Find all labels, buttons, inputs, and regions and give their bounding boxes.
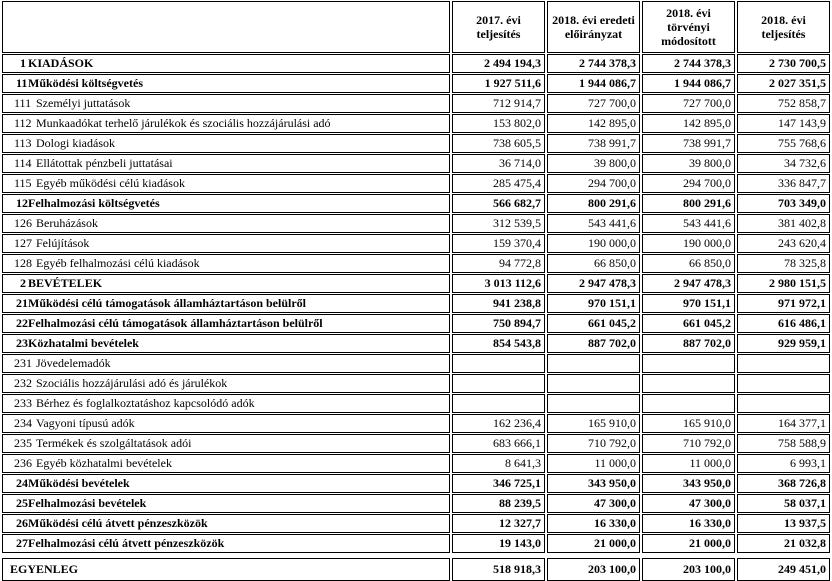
value-cell-2018-modositott: 142 895,0 [642, 114, 735, 133]
value-cell-2018-modositott: 66 850,0 [642, 254, 735, 273]
row-label: Munkaadókat terhelő járulékok és szociális hozzájárulási adó [36, 116, 331, 130]
value-cell-2018-teljesites: 2 730 700,5 [737, 54, 830, 73]
value-cell-2018-eredeti: 543 441,6 [547, 214, 640, 233]
value-cell-2017-teljesites: 738 605,5 [452, 134, 545, 153]
row-code: 233 [14, 396, 32, 410]
row-label-cell [2, 194, 450, 213]
balance-value-2018-teljesites: 249 451,0 [737, 558, 830, 581]
table-row [2, 114, 830, 133]
row-label-cell [2, 514, 450, 533]
value-cell-2018-eredeti: 47 300,0 [547, 494, 640, 513]
value-cell-2018-eredeti: 343 950,0 [547, 474, 640, 493]
row-label-cell [2, 414, 450, 433]
value-cell-2018-teljesites: 929 959,1 [737, 334, 830, 353]
balance-label: EGYENLEG [2, 558, 450, 581]
row-code: 21 [16, 296, 28, 310]
row-label: Bérhez és foglalkoztatáshoz kapcsolódó adók [36, 396, 255, 410]
value-cell-2018-teljesites: 58 037,1 [737, 494, 830, 513]
row-label: Vagyoni típusú adók [36, 416, 135, 430]
value-cell-2017-teljesites: 712 914,7 [452, 94, 545, 113]
row-code: 2 [20, 276, 26, 290]
row-label-cell [2, 434, 450, 453]
value-cell-2017-teljesites: 94 772,8 [452, 254, 545, 273]
value-cell-2018-modositott: 710 792,0 [642, 434, 735, 453]
col-header-2017-teljesites: 2017. évi teljesítés [452, 1, 545, 53]
row-label-cell [2, 114, 450, 133]
value-cell-2018-modositott [642, 354, 735, 373]
value-cell-2017-teljesites: 854 543,8 [452, 334, 545, 353]
value-cell-2018-modositott: 21 000,0 [642, 534, 735, 553]
row-label: Felújítások [36, 236, 90, 250]
value-cell-2018-teljesites: 147 143,9 [737, 114, 830, 133]
row-label: Működési célú átvett pénzeszközök [28, 516, 208, 530]
row-label-cell [2, 234, 450, 253]
table-row [2, 414, 830, 433]
value-cell-2018-eredeti: 970 151,1 [547, 294, 640, 313]
value-cell-2018-eredeti: 2 947 478,3 [547, 274, 640, 293]
value-cell-2018-eredeti: 800 291,6 [547, 194, 640, 213]
row-label: Egyéb működési célú kiadások [36, 176, 185, 190]
value-cell-2018-eredeti: 661 045,2 [547, 314, 640, 333]
value-cell-2018-modositott: 970 151,1 [642, 294, 735, 313]
value-cell-2017-teljesites [452, 394, 545, 413]
table-row [2, 254, 830, 273]
value-cell-2018-teljesites: 616 486,1 [737, 314, 830, 333]
value-cell-2018-teljesites: 381 402,8 [737, 214, 830, 233]
row-label: Működési költségvetés [28, 76, 143, 90]
row-code: 236 [14, 456, 32, 470]
value-cell-2017-teljesites: 750 894,7 [452, 314, 545, 333]
value-cell-2017-teljesites: 36 714,0 [452, 154, 545, 173]
value-cell-2018-eredeti: 887 702,0 [547, 334, 640, 353]
row-label-cell [2, 134, 450, 153]
table-row [2, 434, 830, 453]
table-row [2, 494, 830, 513]
value-cell-2018-teljesites: 758 588,9 [737, 434, 830, 453]
value-cell-2017-teljesites: 153 802,0 [452, 114, 545, 133]
value-cell-2018-teljesites [737, 354, 830, 373]
table-row [2, 174, 830, 193]
row-code: 22 [16, 316, 28, 330]
row-label: Szociális hozzájárulási adó és járulékok [36, 376, 228, 390]
row-label-cell [2, 354, 450, 373]
row-label-cell [2, 534, 450, 553]
col-header-2018-torvenyi-modositott: 2018. évi törvényi módosított [642, 1, 735, 53]
row-code: 114 [14, 156, 32, 170]
row-label-cell [2, 294, 450, 313]
value-cell-2018-teljesites: 34 732,6 [737, 154, 830, 173]
table-row [2, 374, 830, 393]
value-cell-2018-modositott: 165 910,0 [642, 414, 735, 433]
row-label: Felhalmozási bevételek [28, 496, 147, 510]
table-row [2, 474, 830, 493]
value-cell-2018-eredeti: 39 800,0 [547, 154, 640, 173]
value-cell-2018-eredeti: 294 700,0 [547, 174, 640, 193]
value-cell-2018-eredeti [547, 374, 640, 393]
value-cell-2017-teljesites: 88 239,5 [452, 494, 545, 513]
value-cell-2018-eredeti: 165 910,0 [547, 414, 640, 433]
value-cell-2018-teljesites: 755 768,6 [737, 134, 830, 153]
value-cell-2018-eredeti: 190 000,0 [547, 234, 640, 253]
value-cell-2018-eredeti: 1 944 086,7 [547, 74, 640, 93]
value-cell-2018-modositott: 2 947 478,3 [642, 274, 735, 293]
value-cell-2018-teljesites: 13 937,5 [737, 514, 830, 533]
value-cell-2018-modositott: 2 744 378,3 [642, 54, 735, 73]
row-code: 128 [14, 256, 32, 270]
table-row [2, 74, 830, 93]
value-cell-2017-teljesites: 346 725,1 [452, 474, 545, 493]
table-row [2, 234, 830, 253]
table-row [2, 54, 830, 73]
table-row [2, 334, 830, 353]
row-label: Felhalmozási költségvetés [28, 196, 160, 210]
value-cell-2018-modositott [642, 394, 735, 413]
row-label: Felhalmozási célú átvett pénzeszközök [28, 536, 225, 550]
corner-header-cell [2, 1, 450, 53]
main-table-body [2, 54, 830, 553]
row-code: 11 [16, 76, 28, 90]
table-row [2, 314, 830, 333]
balance-table [0, 557, 832, 581]
row-label: BEVÉTELEK [28, 276, 103, 290]
value-cell-2017-teljesites: 2 494 194,3 [452, 54, 545, 73]
row-label-cell [2, 154, 450, 173]
row-code: 234 [14, 416, 32, 430]
value-cell-2018-modositott: 343 950,0 [642, 474, 735, 493]
row-code: 12 [16, 196, 28, 210]
row-code: 111 [14, 96, 32, 110]
row-code: 25 [16, 496, 28, 510]
value-cell-2018-eredeti [547, 354, 640, 373]
value-cell-2018-modositott: 887 702,0 [642, 334, 735, 353]
table-row [2, 294, 830, 313]
balance-value-2017-teljesites: 518 918,3 [452, 558, 545, 581]
value-cell-2018-eredeti [547, 394, 640, 413]
row-label-cell [2, 334, 450, 353]
row-label-cell [2, 254, 450, 273]
table-row [2, 534, 830, 553]
table-row [2, 274, 830, 293]
table-row [2, 354, 830, 373]
row-label-cell [2, 474, 450, 493]
value-cell-2018-teljesites [737, 374, 830, 393]
row-code: 112 [14, 116, 32, 130]
value-cell-2018-eredeti: 2 744 378,3 [547, 54, 640, 73]
value-cell-2018-modositott: 16 330,0 [642, 514, 735, 533]
row-label: Egyéb felhalmozási célú kiadások [36, 256, 200, 270]
value-cell-2018-teljesites: 752 858,7 [737, 94, 830, 113]
value-cell-2017-teljesites: 683 666,1 [452, 434, 545, 453]
row-code: 232 [14, 376, 32, 390]
row-label-cell [2, 314, 450, 333]
value-cell-2017-teljesites: 12 327,7 [452, 514, 545, 533]
row-label-cell [2, 54, 450, 73]
row-label: Jövedelemadók [36, 356, 111, 370]
row-label: Személyi juttatások [36, 96, 131, 110]
value-cell-2018-eredeti: 710 792,0 [547, 434, 640, 453]
col-header-2018-teljesites: 2018. évi teljesítés [737, 1, 830, 53]
value-cell-2017-teljesites [452, 354, 545, 373]
row-code: 115 [14, 176, 32, 190]
value-cell-2018-modositott: 543 441,6 [642, 214, 735, 233]
row-label-cell [2, 214, 450, 233]
value-cell-2017-teljesites: 8 641,3 [452, 454, 545, 473]
value-cell-2018-teljesites: 21 032,8 [737, 534, 830, 553]
value-cell-2018-modositott: 294 700,0 [642, 174, 735, 193]
row-label: Dologi kiadások [36, 136, 115, 150]
value-cell-2018-modositott: 1 944 086,7 [642, 74, 735, 93]
row-label: Működési célú támogatások államháztartáson belülről [28, 296, 306, 310]
table-row [2, 194, 830, 213]
table-row [2, 454, 830, 473]
row-label-cell [2, 454, 450, 473]
value-cell-2017-teljesites: 1 927 511,6 [452, 74, 545, 93]
value-cell-2018-teljesites: 368 726,8 [737, 474, 830, 493]
balance-row [2, 558, 830, 581]
row-label: Termékek és szolgáltatások adói [36, 436, 192, 450]
value-cell-2018-teljesites: 243 620,4 [737, 234, 830, 253]
value-cell-2018-modositott: 800 291,6 [642, 194, 735, 213]
value-cell-2018-modositott: 727 700,0 [642, 94, 735, 113]
value-cell-2018-teljesites [737, 394, 830, 413]
value-cell-2017-teljesites: 3 013 112,6 [452, 274, 545, 293]
value-cell-2018-eredeti: 738 991,7 [547, 134, 640, 153]
value-cell-2018-eredeti: 66 850,0 [547, 254, 640, 273]
value-cell-2018-eredeti: 11 000,0 [547, 454, 640, 473]
value-cell-2018-modositott: 39 800,0 [642, 154, 735, 173]
row-label: Beruházások [36, 216, 98, 230]
row-label-cell [2, 374, 450, 393]
value-cell-2017-teljesites: 312 539,5 [452, 214, 545, 233]
table-row [2, 514, 830, 533]
row-code: 235 [14, 436, 32, 450]
value-cell-2017-teljesites [452, 374, 545, 393]
value-cell-2018-teljesites: 971 972,1 [737, 294, 830, 313]
value-cell-2017-teljesites: 19 143,0 [452, 534, 545, 553]
value-cell-2018-teljesites: 164 377,1 [737, 414, 830, 433]
table-row [2, 134, 830, 153]
row-label: Működési bevételek [28, 476, 130, 490]
row-label-cell [2, 94, 450, 113]
row-label-cell [2, 494, 450, 513]
table-row [2, 94, 830, 113]
value-cell-2018-modositott [642, 374, 735, 393]
row-code: 26 [16, 516, 28, 530]
row-code: 126 [14, 216, 32, 230]
value-cell-2017-teljesites: 285 475,4 [452, 174, 545, 193]
value-cell-2017-teljesites: 566 682,7 [452, 194, 545, 213]
value-cell-2017-teljesites: 159 370,4 [452, 234, 545, 253]
row-label: Közhatalmi bevételek [28, 336, 139, 350]
row-label-cell [2, 394, 450, 413]
row-code: 23 [16, 336, 28, 350]
col-header-2018-eredeti-eloiranyzat: 2018. évi eredeti előirányzat [547, 1, 640, 53]
value-cell-2018-teljesites: 2 027 351,5 [737, 74, 830, 93]
value-cell-2018-teljesites: 2 980 151,5 [737, 274, 830, 293]
table-row [2, 394, 830, 413]
value-cell-2018-modositott: 738 991,7 [642, 134, 735, 153]
value-cell-2018-teljesites: 6 993,1 [737, 454, 830, 473]
table-row [2, 214, 830, 233]
balance-value-2018-eredeti: 203 100,0 [547, 558, 640, 581]
value-cell-2018-eredeti: 727 700,0 [547, 94, 640, 113]
value-cell-2017-teljesites: 162 236,4 [452, 414, 545, 433]
value-cell-2018-eredeti: 142 895,0 [547, 114, 640, 133]
row-label: Ellátottak pénzbeli juttatásai [36, 156, 173, 170]
value-cell-2017-teljesites: 941 238,8 [452, 294, 545, 313]
row-code: 24 [16, 476, 28, 490]
row-code: 27 [16, 536, 28, 550]
value-cell-2018-modositott: 190 000,0 [642, 234, 735, 253]
row-label: KIADÁSOK [28, 56, 94, 70]
row-code: 1 [20, 56, 26, 70]
value-cell-2018-teljesites: 78 325,8 [737, 254, 830, 273]
row-label: Egyéb közhatalmi bevételek [36, 456, 172, 470]
table-header [2, 1, 830, 53]
row-label-cell [2, 74, 450, 93]
value-cell-2018-modositott: 47 300,0 [642, 494, 735, 513]
balance-value-2018-modositott: 203 100,0 [642, 558, 735, 581]
row-label-cell [2, 274, 450, 293]
row-code: 231 [14, 356, 32, 370]
row-code: 113 [14, 136, 32, 150]
row-label-cell [2, 174, 450, 193]
row-label: Felhalmozási célú támogatások államháztartáson belülről [28, 316, 323, 330]
table-row [2, 154, 830, 173]
row-code: 127 [14, 236, 32, 250]
value-cell-2018-teljesites: 336 847,7 [737, 174, 830, 193]
header-row [2, 1, 830, 53]
value-cell-2018-teljesites: 703 349,0 [737, 194, 830, 213]
value-cell-2018-eredeti: 21 000,0 [547, 534, 640, 553]
value-cell-2018-modositott: 11 000,0 [642, 454, 735, 473]
value-cell-2018-eredeti: 16 330,0 [547, 514, 640, 533]
value-cell-2018-modositott: 661 045,2 [642, 314, 735, 333]
